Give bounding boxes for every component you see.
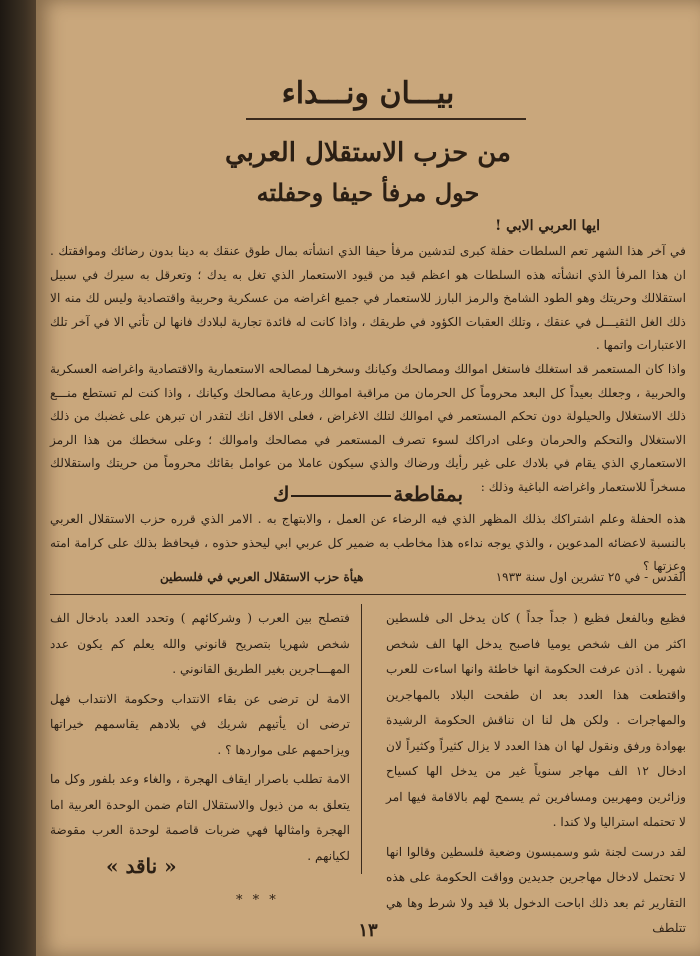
closing-paragraph: هذه الحفلة وعلم اشتراكك بذلك المظهر الذي فيه الرضاء عن العمل ، والابتهاج به . الامر الذي قرره حزب الاستقلال العربي بالنسبة لاعضائه المدعوين ، والذي يوجه نداءه هذا مخاطب به ضمير كل عربي ابي ليحذو حذوه ، فيحافظ بذلك على كرامة امته وعزتها ؟ bbox=[50, 512, 686, 574]
right-column bbox=[386, 606, 686, 946]
column-divider bbox=[361, 604, 362, 874]
column-paragraph: الامة لن ترضى عن بقاء الانتداب وحكومة الانتداب فهل ترضى ان يأتيهم شريك في بلادهم يقاسمهم خيراتها ويزاحمهم على مواردها ؟ . bbox=[50, 691, 350, 757]
column-paragraph: فظيع وبالفعل فظيع ( جداً جداً ) كان يدخل الى فلسطين اكثر من الف شخص يوميا فاصبح يدخل الها الف شخص شهريا . اذن عرفت الحكومة انها خاطئة وانها اساءت للعرب واقتطعت هذا العدد بعد ان طفحت البلاد بالمهاجرين والمهاجرات . ولكن هل لنا ان نناقش الحكومة الرشيدة بهوادة ورفق ونقول لها ان هذا العدد لا يزال كثيراً وكثيراً لان ادخال ١٢ الف مهاجر سنوياً غير من يدخل الها كسياح وزائرين ومهربين ومسافرين ثم يسمح لهم بالاقامة فيها امر لا تحتمله استراليا ولا كندا . bbox=[386, 611, 686, 829]
section-stars: * * * bbox=[236, 893, 279, 908]
author-signature: « ناقد » bbox=[106, 854, 177, 878]
column-paragraph: لقد درست لجنة شو وسمبسون وضعية فلسطين وقالوا انها لا تحتمل لادخال مهاجرين جديدين وواقت الحكومة على هذه التقارير ثم بعد ذلك اباحت الدخول بلا قيد ولا شرط وها هي تتلطف bbox=[386, 844, 686, 935]
column-paragraph: فتصلح بين العرب ( وشركائهم ) وتحدد العدد بادخال الف شخص شهريا بتصريح قانوني والله يعلم كم يكون عدد المهـــاجرين بغير الطريق القانوني . bbox=[50, 611, 350, 676]
place-date: القدس - في ٢٥ تشرين اول سنة ١٩٣٣ bbox=[495, 570, 686, 584]
issuing-organization: هيأة حزب الاستقلال العربي في فلسطين bbox=[160, 570, 364, 584]
page-title: بيـــان ونـــداء bbox=[281, 76, 455, 111]
paragraph: في آخر هذا الشهر تعم السلطات حفلة كبرى لتدشين مرفأ حيفا الذي انشأته بمال طوق عنقك به دينا بدون رضائك وموافقتك . ان هذا المرفأ الذي انشأته هذه السلطات هو اعظم قيد من قيود الاستعمار الذي تغل به يدك ؛ وتعرقل به سيرك في سبيل استقلالك وحريتك وهو الطود الشامخ والرمز البارز للاستعمار في جميع اغراضه من عسكرية وحربية واقتصادية وليس لك منه الا ذلك الغل الثقيـــل في عنقك ، وتلك العقبات الكؤود في طريقك ، واذا كانت له فائدة تجارية لبلادك فانها لن تأتي الا في آخر تلك الاعتبارات واتمها . bbox=[50, 244, 686, 353]
document-page bbox=[36, 0, 700, 956]
column-paragraph: الامة تطلب باصرار ايقاف الهجرة ، والغاء وعد بلفور وكل ما يتعلق به من ذيول والاستقلال التام ضمن الوحدة العربية اما الهجرة وامثالها فهي ضربات قاصمة لوحدة العرب مقوضة لكيانهم . bbox=[50, 772, 350, 863]
boycott-word: بمقاطعة bbox=[393, 482, 464, 506]
page-number: ١٣ bbox=[358, 920, 378, 941]
boycott-kashida bbox=[291, 495, 391, 497]
page-subtitle: من حزب الاستقلال العربي bbox=[225, 138, 511, 168]
boycott-tail: ك bbox=[272, 482, 290, 506]
left-column bbox=[50, 606, 350, 873]
page-topic: حول مرفأ حيفا وحفلته bbox=[256, 178, 480, 207]
section-divider bbox=[50, 594, 686, 595]
main-body bbox=[50, 240, 686, 500]
boycott-heading bbox=[36, 482, 700, 506]
title-divider bbox=[246, 118, 526, 120]
salutation: ايها العربي الابي ! bbox=[495, 218, 600, 234]
book-spine bbox=[0, 0, 40, 956]
paragraph: واذا كان المستعمر قد استغلك فاستغل اموالك ومصالحك وكيانك وسخرهـا لمصالحه الاستعمارية والاقتصادية واغراضه العسكرية والحربية ، وجعلك بعيداً كل البعد محروماً كل الحرمان من مراقبة اموالك ورعاية مصالحك وكيانك ، واذا كنت لم تستطع منـــع ذلك الاستغلال والحيلولة دون تحكم المستعمر في اموالك لتلك الاغراض ، فعلى الاقل انك لتقدر ان تبرهن على غضبك من ذلك الاستغلال والتحكم والحرمان وعلى ادراكك لسوء تصرف المستعمر في مصالحك واموالك ؛ وعلى سخطك من هذا الرمز الاستعماري الذي يقام في بلادك على غير رأيك ورضاك والذي سيكون عاملا من عوامل بقائك محروماً من حريتك واستقلالك مسخراً للاستعمار واغراضه الباغية وذلك : bbox=[50, 361, 686, 494]
